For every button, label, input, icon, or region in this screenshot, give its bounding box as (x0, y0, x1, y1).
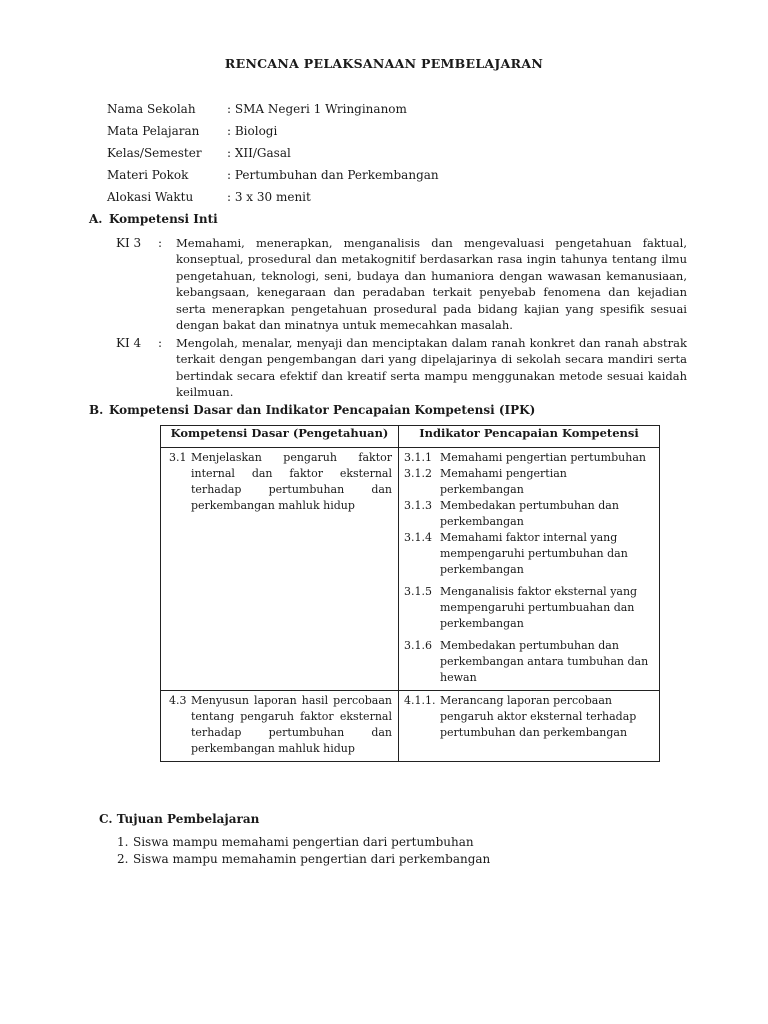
info-label: Nama Sekolah (107, 102, 196, 116)
ipk-number: 3.1.4 (404, 531, 432, 544)
section-c-heading (99, 812, 259, 826)
ki-code: KI 3 (116, 236, 142, 250)
kd-number: 4.3 (169, 694, 187, 707)
info-value: : Biologi (227, 124, 278, 138)
ipk-item (404, 466, 649, 498)
list-number: 1. (117, 835, 129, 849)
info-value: : XII/Gasal (227, 146, 291, 160)
info-value: : SMA Negeri 1 Wringinanom (227, 102, 407, 116)
section-title: Kompetensi Inti (109, 212, 218, 226)
info-label: Alokasi Waktu (107, 190, 194, 204)
ipk-number: 3.1.2 (404, 467, 432, 480)
ipk-item (404, 498, 649, 530)
section-letter: B. (89, 403, 104, 417)
section-letter: A. (89, 212, 103, 226)
section-title: Tujuan Pembelajaran (116, 812, 260, 826)
ipk-item (404, 530, 649, 578)
ipk-text: Merancang laporan percobaan pengaruh aktor eksternal terhadap pertumbuhan dan perkembangan (440, 694, 637, 739)
kd-cell (161, 691, 399, 762)
ipk-number: 3.1.1 (404, 451, 432, 464)
section-letter: C. (99, 812, 113, 826)
ipk-cell (399, 691, 660, 762)
ipk-text: Membedakan pertumbuhan dan perkembangan antara tumbuhan dan hewan (440, 639, 649, 684)
ipk-text: Memahami faktor internal yang mempengaruhi pertumbuhan dan perkembangan (440, 531, 628, 576)
ipk-text: Membedakan pertumbuhan dan perkembangan (440, 499, 619, 528)
table-header: Indikator Pencapaian Kompetensi (399, 426, 660, 448)
kd-cell (161, 448, 399, 691)
list-item (117, 852, 490, 866)
ipk-number: 3.1.5 (404, 585, 432, 598)
ipk-number: 4.1.1. (404, 694, 436, 707)
kd-number: 3.1 (169, 451, 187, 464)
ipk-item (404, 584, 649, 632)
section-b-heading (89, 403, 535, 417)
list-item (117, 835, 474, 849)
kd-text: Menjelaskan pengaruh faktor internal dan faktor eksternal terhadap pertumbuhan dan perkembangan mahluk hidup (191, 451, 392, 512)
ki-code: KI 4 (116, 336, 142, 350)
ki-text: Memahami, menerapkan, menganalisis dan mengevaluasi pengetahuan faktual, konseptual, prosedural dan metakognitif berdasarkan rasa ingin tahunya tentang ilmu pengetahuan, teknologi, seni, budaya dan humaniora dengan wawasan kemanusiaan, kebangsaan, kenegaraan dan peradaban terkait penyebab fenomena dan kejadian serta menerapkan pengetahuan prosedural pada bidang kajian yang spesifik sesuai dengan bakat dan minatnya untuk memecahkan masalah. (176, 236, 687, 333)
ipk-number: 3.1.3 (404, 499, 432, 512)
table-header-row (161, 426, 660, 448)
list-text: Siswa mampu memahamin pengertian dari perkembangan (133, 852, 491, 866)
kd-text-block (169, 450, 392, 514)
ipk-number: 3.1.6 (404, 639, 432, 652)
info-value: : 3 x 30 menit (227, 190, 311, 204)
ipk-item (404, 693, 649, 741)
kd-entry (161, 691, 398, 761)
list-number: 2. (117, 852, 129, 866)
table-header: Kompetensi Dasar (Pengetahuan) (161, 426, 399, 448)
info-value: : Pertumbuhan dan Perkembangan (227, 168, 439, 182)
ki-text: Mengolah, menalar, menyaji dan menciptakan dalam ranah konkret dan ranah abstrak terkait dengan pengembangan dari yang dipelajarinya di sekolah secara mandiri serta bertindak secara efektif dan kreatif serta mampu menggunakan metode sesuai kaidah keilmuan. (176, 336, 687, 400)
section-a-heading (89, 212, 218, 226)
ki-colon: : (158, 236, 163, 250)
ipk-item (404, 638, 649, 686)
document-title: RENCANA PELAKSANAAN PEMBELAJARAN (224, 56, 544, 71)
kd-text-block (169, 693, 392, 757)
info-label: Mata Pelajaran (107, 124, 200, 138)
kd-entry (161, 448, 398, 518)
ipk-item (404, 450, 649, 466)
info-label: Kelas/Semester (107, 146, 202, 160)
table-row (161, 448, 660, 691)
ipk-text: Menganalisis faktor eksternal yang mempengaruhi pertumbuahan dan perkembangan (440, 585, 638, 630)
ipk-cell (399, 448, 660, 691)
list-text: Siswa mampu memahami pengertian dari pertumbuhan (133, 835, 474, 849)
ipk-text: Memahami pengertian perkembangan (440, 467, 567, 496)
kd-text: Menyusun laporan hasil percobaan tentang pengaruh faktor eksternal terhadap pertumbuhan dan perkembangan mahluk hidup (191, 694, 392, 755)
ipk-text: Memahami pengertian pertumbuhan (440, 451, 646, 464)
ki-colon: : (158, 336, 163, 350)
section-title: Kompetensi Dasar dan Indikator Pencapaian Kompetensi (IPK) (109, 403, 536, 417)
kd-ipk-table (160, 425, 660, 762)
table-row (161, 691, 660, 762)
info-label: Materi Pokok (107, 168, 189, 182)
